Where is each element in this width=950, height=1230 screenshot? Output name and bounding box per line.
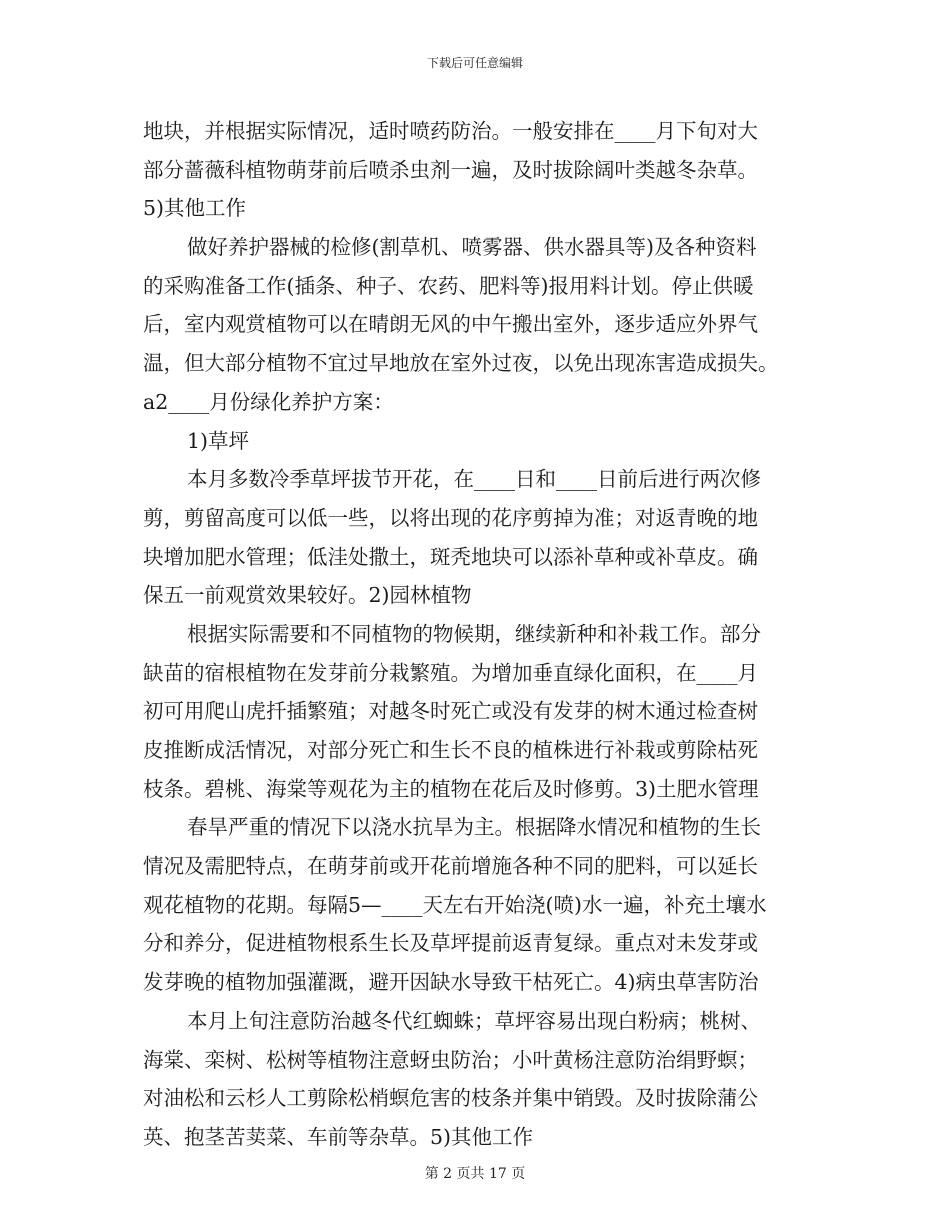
text-line: 本月多数冷季草坪拔节开花，在____日和____日前后进行两次修 xyxy=(187,467,761,492)
text-line: 温，但大部分植物不宜过早地放在室外过夜，以免出现冻害造成损失。 xyxy=(143,351,779,376)
text-line: 保五一前观赏效果较好。2)园林植物 xyxy=(143,583,472,608)
document-body xyxy=(143,112,813,1157)
text-line: 部分蔷薇科植物萌芽前后喷杀虫剂一遍，及时拔除阔叶类越冬杂草。 xyxy=(143,157,758,182)
text-line: 后，室内观赏植物可以在晴朗无风的中午搬出室外，逐步适应外界气 xyxy=(143,312,758,337)
text-line: 情况及需肥特点，在萌芽前或开花前增施各种不同的肥料，可以延长 xyxy=(143,854,758,879)
text-line: 5)其他工作 xyxy=(143,196,247,221)
text-line: 皮推断成活情况，对部分死亡和生长不良的植株进行补栽或剪除枯死 xyxy=(143,738,758,762)
text-line: 缺苗的宿根植物在发芽前分栽繁殖。为增加垂直绿化面积，在____月 xyxy=(143,660,758,685)
text-line: 做好养护器械的检修(割草机、喷雾器、供水器具等)及各种资料 xyxy=(187,235,757,260)
text-line: 英、抱茎苦荬菜、车前等杂草。5)其他工作 xyxy=(143,1124,534,1149)
text-line: 地块，并根据实际情况，适时喷药防治。一般安排在____月下旬对大 xyxy=(143,119,758,143)
text-line: 发芽晚的植物加强灌溉，避开因缺水导致干枯死亡。4)病虫草害防治 xyxy=(143,970,759,995)
text-line: 1)草坪 xyxy=(187,428,250,453)
text-line: 的采购准备工作(插条、种子、农药、肥料等)报用料计划。停止供暖 xyxy=(143,273,754,298)
page-header: 下载后可任意编辑 xyxy=(426,56,523,70)
text-line: a2____月份绿化养护方案： xyxy=(143,389,394,414)
text-line: 春旱严重的情况下以浇水抗旱为主。根据降水情况和植物的生长 xyxy=(187,815,761,840)
text-line: 本月上旬注意防治越冬代红蜘蛛；草坪容易出现白粉病；桃树、 xyxy=(187,1008,761,1033)
page-footer: 第 2 页共 17 页 xyxy=(424,1166,526,1182)
text-line: 块增加肥水管理；低洼处撒土，斑秃地块可以添补草种或补草皮。确 xyxy=(143,544,758,569)
text-line: 根据实际需要和不同植物的物候期，继续新种和补栽工作。部分 xyxy=(187,621,761,646)
text-line: 剪，剪留高度可以低一些，以将出现的花序剪掉为准；对返青晚的地 xyxy=(143,505,758,530)
text-line: 观花植物的花期。每隔5—____天左右开始浇(喷)水一遍，补充土壤水 xyxy=(143,892,767,917)
text-line: 枝条。碧桃、海棠等观花为主的植物在花后及时修剪。3)土肥水管理 xyxy=(143,776,759,801)
text-line: 海棠、栾树、松树等植物注意蚜虫防治；小叶黄杨注意防治绢野螟； xyxy=(143,1047,758,1072)
text-line: 初可用爬山虎扦插繁殖；对越冬时死亡或没有发芽的树木通过检查树 xyxy=(143,699,758,724)
text-line: 对油松和云杉人工剪除松梢螟危害的枝条并集中销毁。及时拔除蒲公 xyxy=(143,1086,758,1111)
text-line: 分和养分，促进植物根系生长及草坪提前返青复绿。重点对未发芽或 xyxy=(143,931,758,956)
